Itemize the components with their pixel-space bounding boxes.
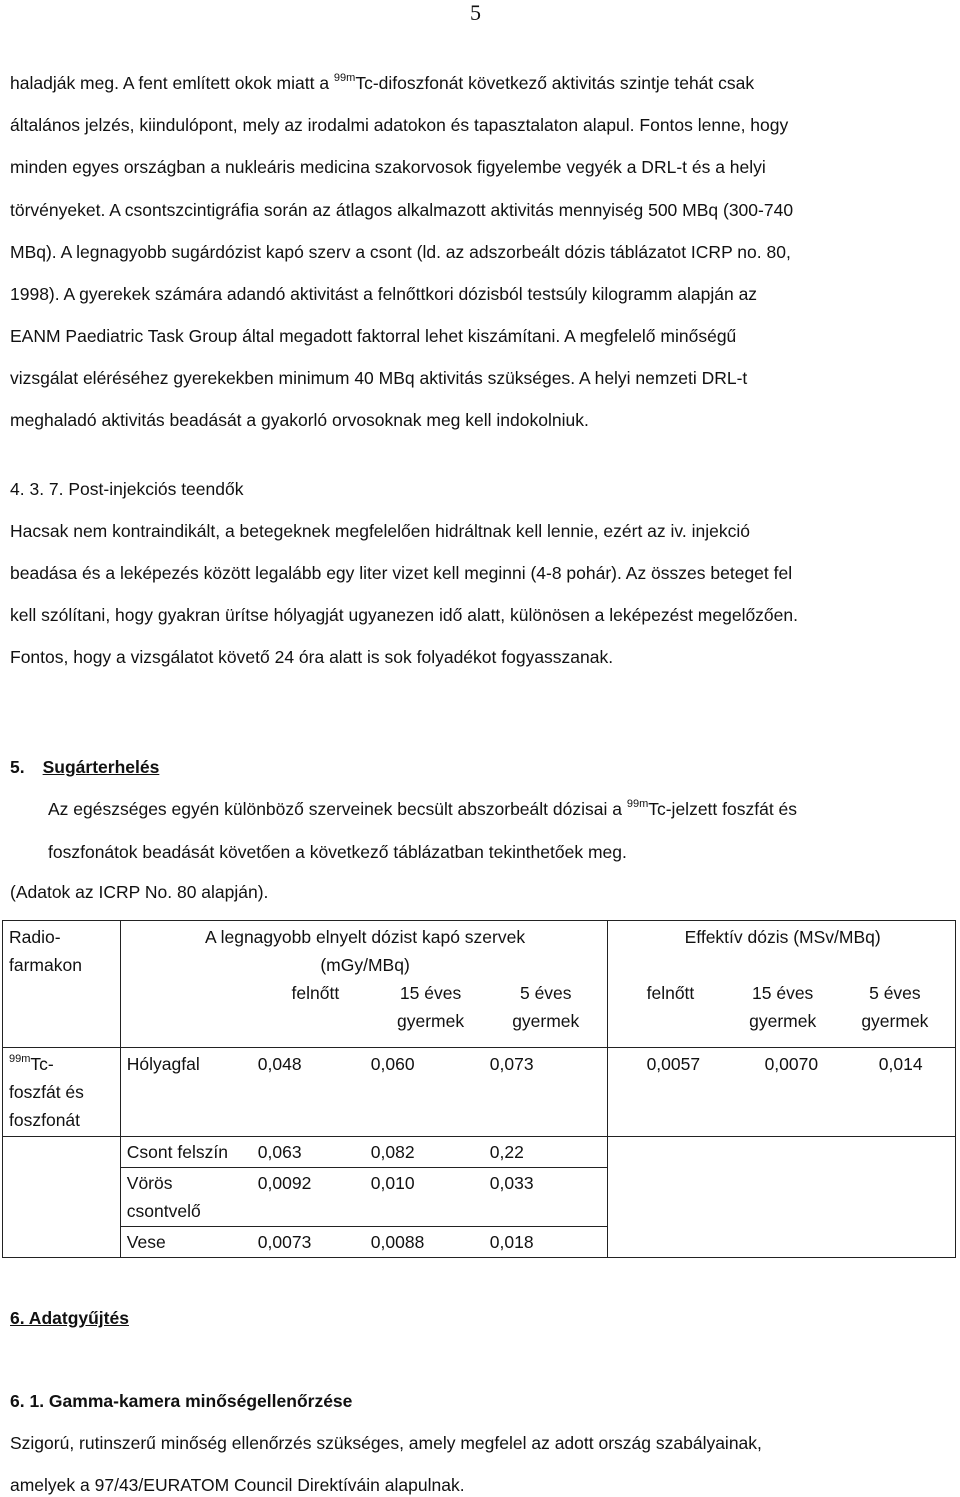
superscript: 99m: [333, 72, 356, 84]
dose-5y: 0,033: [489, 1173, 534, 1193]
text: Az egészséges egyén különböző szerveinek becsült abszorbeált dózisai a: [48, 799, 627, 819]
p1-line-2: általános jelzés, kiindulópont, mely az irodalmi adatokon és tapasztalaton alapul. Fontos lenne, hogy: [10, 115, 789, 135]
organ-row-cell: [120, 1227, 608, 1258]
section-6-heading: 6. Adatgyűjtés: [10, 1308, 129, 1328]
label: 5 éves: [519, 983, 572, 1003]
drug-name: foszfonát: [9, 1110, 81, 1130]
organ-name: Csont felszín: [126, 1142, 228, 1162]
table-header-row: [3, 921, 956, 1048]
p1-line-3: minden egyes országban a nukleáris medicina szakorvosok figyelembe vegyék a DRL-t és a helyi: [10, 157, 766, 177]
empty-cell: [3, 1137, 121, 1258]
age-headers: [127, 979, 604, 1035]
page-number: 5: [470, 0, 481, 25]
age-5: [839, 979, 951, 1035]
age-adult: [258, 979, 373, 1035]
organ-row: [127, 1169, 604, 1225]
header-effective: [608, 921, 956, 1048]
superscript: 99m: [626, 798, 649, 810]
organ-row-cell: [120, 1048, 608, 1137]
p1-line-1: [10, 73, 754, 94]
s6-line-1: Szigorú, rutinszerű minőség ellenőrzés szükséges, amely megfelel az adott ország szabályainak,: [10, 1433, 762, 1453]
p1-line-8: vizsgálat eléréséhez gyerekekben minimum 40 MBq aktivitás szükséges. A helyi nemzeti DRL-t: [10, 368, 748, 388]
organ-name: Hólyagfal: [126, 1054, 200, 1074]
organ-row-cell: [120, 1137, 608, 1168]
label: gyermek: [397, 1011, 465, 1031]
label: 15 éves: [752, 983, 814, 1003]
p1-line-5: MBq). A legnagyobb sugárdózist kapó szerv a csont (ld. az adszorbeált dózis táblázatot ICRP no. 80,: [10, 242, 791, 262]
s5-line-1: [48, 799, 797, 820]
section-4-3-7-heading: 4. 3. 7. Post-injekciós teendők: [10, 479, 244, 499]
s437-line-3: kell szólítani, hogy gyakran ürítse hólyagját ugyanezen idő alatt, különösen a leképezést megelőzően.: [10, 605, 798, 625]
organ-name: Vese: [126, 1232, 166, 1252]
eff-adult: 0,0057: [646, 1054, 701, 1074]
label: felnőtt: [646, 983, 695, 1003]
age-headers: [614, 979, 951, 1035]
dose-table: [2, 920, 956, 1258]
dose-15y: 0,0088: [370, 1232, 425, 1252]
header-text: Effektív dózis (MSv/MBq): [684, 927, 881, 947]
superscript: 99m: [9, 1053, 31, 1065]
effective-row: [614, 1050, 951, 1078]
drug-name: foszfát és: [9, 1082, 84, 1102]
age-adult: [614, 979, 726, 1035]
s5-line-3: (Adatok az ICRP No. 80 alapján).: [10, 882, 269, 902]
dose-adult: 0,0073: [257, 1232, 312, 1252]
age-15: [373, 979, 488, 1035]
dose-5y: 0,22: [489, 1142, 524, 1162]
label: felnőtt: [291, 983, 340, 1003]
section-6-1-heading: 6. 1. Gamma-kamera minőségellenőrzése: [10, 1391, 353, 1411]
section-number: 5.: [10, 757, 25, 777]
label: 5 éves: [869, 983, 921, 1003]
text: Tc-jelzett foszfát és: [648, 799, 798, 819]
s437-line-2: beadása és a leképezés között legalább egy liter vizet kell meginni (4-8 pohár). Az összes beteget fel: [10, 563, 793, 583]
organ-row-cell: [120, 1168, 608, 1227]
table-row: [3, 1137, 956, 1168]
empty-cell: [608, 1137, 956, 1258]
header-text: (mGy/MBq): [320, 955, 410, 975]
age-15: [727, 979, 839, 1035]
age-5: [488, 979, 603, 1035]
p1-line-4: törvényeket. A csontszcintigráfia során az átlagos alkalmazott aktivitás mennyiség 500 MBq (300-740: [10, 200, 794, 220]
header-radiopharm: [3, 921, 121, 1048]
drug-cell: [3, 1048, 121, 1137]
s437-line-1: Hacsak nem kontraindikált, a betegeknek megfelelően hidráltnak kell lennie, ezért az iv. injekció: [10, 521, 750, 541]
dose-5y: 0,018: [489, 1232, 534, 1252]
dose-adult: 0,0092: [257, 1173, 312, 1193]
label: 15 éves: [399, 983, 462, 1003]
organ-name: Vörös csontvelő: [126, 1173, 201, 1221]
organ-row: [127, 1050, 604, 1078]
dose-5y: 0,073: [489, 1054, 534, 1074]
dose-15y: 0,082: [370, 1142, 415, 1162]
text: Tc-difoszfonát következő aktivitás szintje tehát csak: [355, 73, 755, 93]
eff-5y: 0,014: [878, 1054, 923, 1074]
effective-cell: [608, 1048, 956, 1137]
s437-line-4: Fontos, hogy a vizsgálatot követő 24 óra alatt is sok folyadékot fogyasszanak.: [10, 647, 614, 667]
organ-row: [127, 1228, 604, 1256]
dose-15y: 0,060: [370, 1054, 415, 1074]
eff-15y: 0,0070: [764, 1054, 819, 1074]
header-text: A legnagyobb elnyelt dózist kapó szervek: [205, 927, 526, 947]
drug-name: Tc-: [30, 1054, 54, 1074]
header-organs: [120, 921, 608, 1048]
header-text: farmakon: [9, 955, 82, 975]
dose-adult: 0,048: [257, 1054, 302, 1074]
table-row: [3, 1048, 956, 1137]
label: gyermek: [749, 1011, 817, 1031]
section-5-heading: [10, 757, 159, 778]
p1-line-9: meghaladó aktivitás beadását a gyakorló orvosoknak meg kell indokolniuk.: [10, 410, 589, 430]
organ-row: [127, 1138, 604, 1166]
s6-line-2: amelyek a 97/43/EURATOM Council Direktíváin alapulnak.: [10, 1475, 465, 1495]
text: haladják meg. A fent említett okok miatt a: [10, 73, 334, 93]
label: gyermek: [861, 1011, 929, 1031]
p1-line-6: 1998). A gyerekek számára adandó aktivitást a felnőttkori dózisból testsúly kilogramm alapján az: [10, 284, 758, 304]
header-text: Radio-: [9, 927, 61, 947]
section-title: Sugárterhelés: [42, 757, 160, 777]
p1-line-7: EANM Paediatric Task Group által megadott faktorral lehet kiszámítani. A megfelelő minőségű: [10, 326, 737, 346]
s5-line-2: foszfonátok beadását követően a következő táblázatban tekinthetőek meg.: [48, 842, 627, 862]
dose-adult: 0,063: [257, 1142, 302, 1162]
dose-15y: 0,010: [370, 1173, 415, 1193]
label: gyermek: [512, 1011, 580, 1031]
